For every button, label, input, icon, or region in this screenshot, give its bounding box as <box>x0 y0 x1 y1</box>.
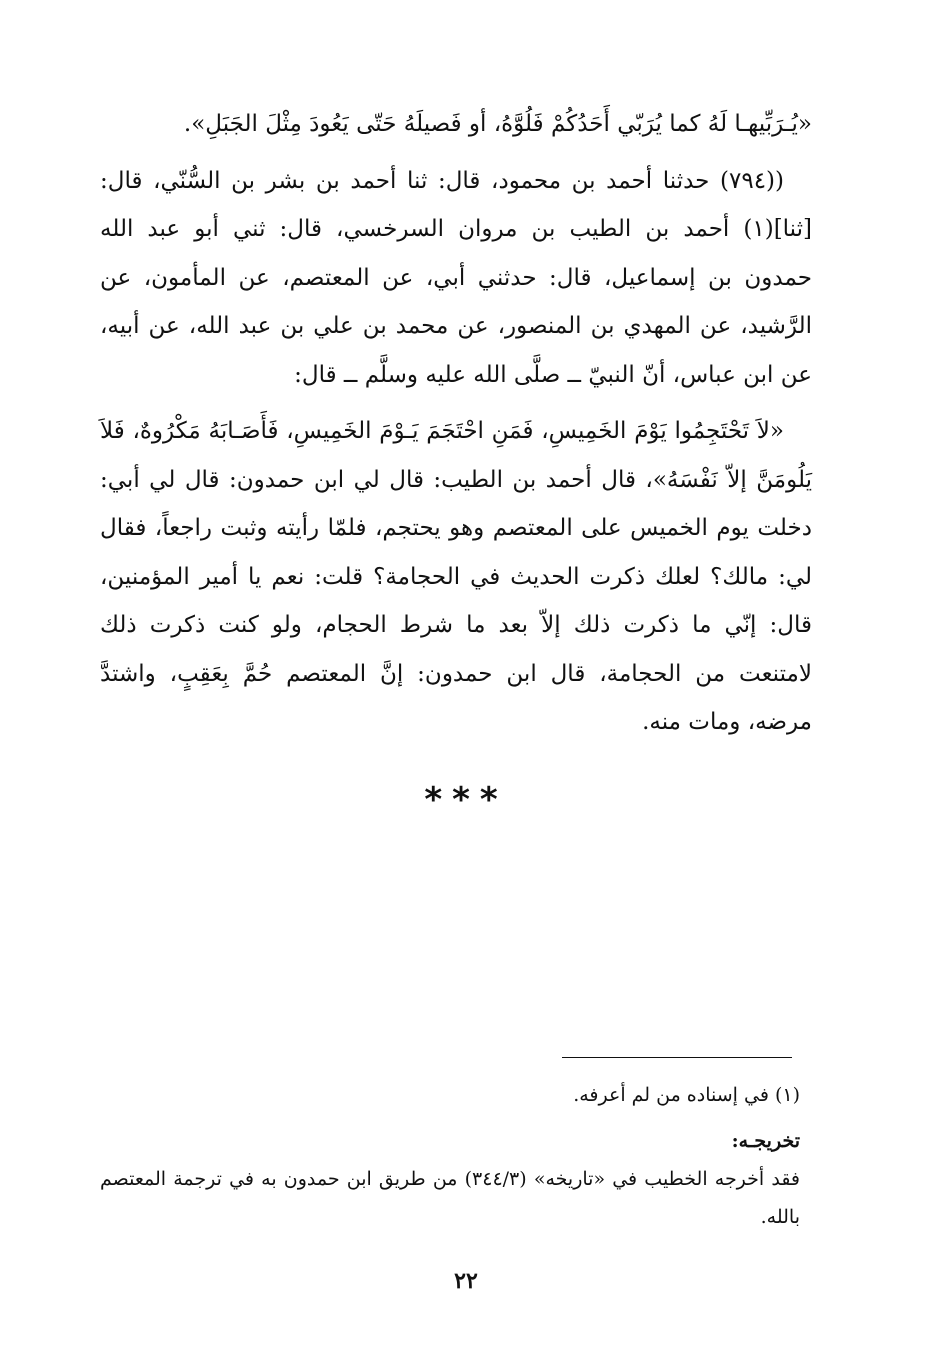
takhrij-heading: تخريجـه: <box>731 1130 800 1152</box>
footnotes <box>100 1076 800 1236</box>
isnad-paragraph: ((٧٩٤) حدثنا أحمد بن محمود، قال: ثنا أحمد بن بشر بن السُّنّي، قال: [ثنا](١) أحمد بن الطيب بن مروان السرخسي، قال: ثني أبو عبد الله حمدون بن إسماعيل، قال: حدثني أبي، عن المعتصم، عن المأمون، عن الرَّشيد، عن المهدي بن المنصور، عن محمد بن علي بن عبد الله، عن أبيه، عن ابن عباس، أنّ النبيّ ــ صلَّى الله عليه وسلَّم ــ قال: <box>100 167 812 388</box>
hadith-text-paragraph: «لاَ تَحْتَجِمُوا يَوْمَ الخَمِيسِ، فَمَنِ احْتَجَمَ يَـوْمَ الخَمِيسِ، فَأَصَـابَهُ مَكْرُوهٌ، فَلاَ يَلُومَنَّ إلاّ نَفْسَهُ»، قال أحمد بن الطيب: قال لي ابن حمدون: قال لي أبي: دخلت يوم الخميس على المعتصم وهو يحتجم، فلمّا رأيته وثبت راجعاً، فقال لي: مالك؟ لعلك ذكرت الحديث في الحجامة؟ قلت: نعم يا أمير المؤمنين، قال: إنّي ما ذكرت ذلك إلاّ بعد ما شرط الحجام، ولو كنت ذكرت ذلك لامتنعت من الحجامة، قال ابن حمدون: إنَّ المعتصم حُمَّ بِعَقِبٍ، واشتدَّ مرضه، ومات منه. <box>100 418 812 735</box>
page-number: ٢٢ <box>454 1268 478 1294</box>
footnote-1: (١) في إسناده من لم أعرفه. <box>573 1084 800 1106</box>
takhrij-text: فقد أخرجه الخطيب في «تاريخه» (٣٤٤/٣) من طريق ابن حمدون به في ترجمة المعتصم بالله. <box>100 1168 801 1228</box>
hadith-continuation-line: «يُـرَبِّيهـا لَهُ كما يُرَبّي أَحَدُكُمْ فَلُوَّهُ، أو فَصيلَهُ حَتّى يَعُودَ مِثْلَ الجَبَلِ». <box>183 111 812 137</box>
footnote-divider <box>562 1057 792 1058</box>
section-separator: *** <box>424 780 508 820</box>
main-text <box>100 100 812 747</box>
